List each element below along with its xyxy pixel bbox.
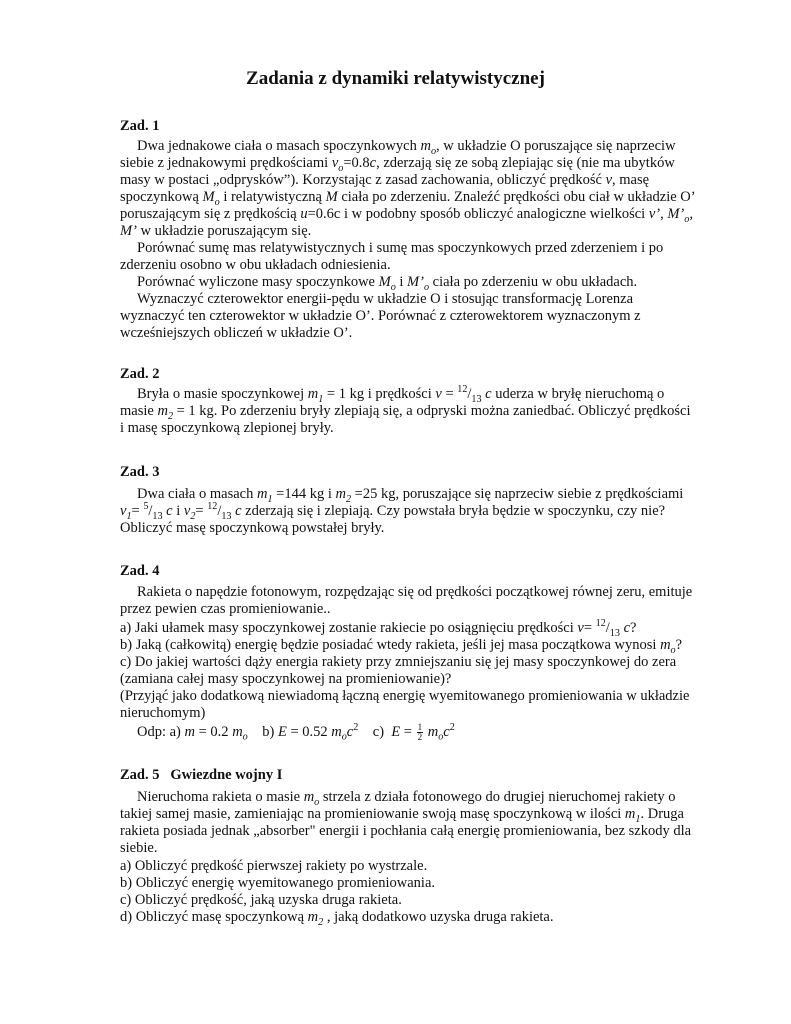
zad1-heading: Zad. 1 <box>120 118 160 134</box>
zad1-paragraph-2: Porównać sumę mas relatywistycznych i sumę mas spoczynkowych przed zderzeniem i po zderzeniu osobno w obu układach odniesienia. <box>120 240 664 273</box>
fraction-one-half: $\frac{1}{2}$ <box>417 722 423 742</box>
zad2-heading: Zad. 2 <box>120 366 160 382</box>
zad1-paragraph-1: Dwa jednakowe ciała o masach spoczynkowych $m_o$, w układzie O poruszające się naprzeciw siebie z jednakowymi prędkościami $v_o=0.8c$, zderzają się ze sobą zlepiając się (nie ma ubytków masy w postaci „odprysków”). Korzystając z zasad zachowania, obliczyć prędkość v, masę spoczynkową $M_o$ i relatywistyczną M ciała po zderzeniu. Znaleźć prędkości obu ciał w układzie O’ poruszającym się z prędkością u=0.6c i w podobny sposób obliczyć analogiczne wielkości v’, $M’_o$, M’ w układzie poruszającym się. <box>120 138 695 239</box>
zad4-paragraph-1: Rakieta o napędzie fotonowym, rozpędzając się od prędkości początkowej równej zeru, emituje przez pewien czas promieniowanie.. <box>120 584 693 617</box>
zad4-item-b: b) Jaką (całkowitą) energię będzie posiadać wtedy rakieta, jeśli jej masa początkowa wynosi $m_o$? <box>120 637 683 656</box>
zad5-item-a: a) Obliczyć prędkość pierwszej rakiety po wystrzale. <box>120 858 428 874</box>
document-title: Zadania z dynamiki relatywistycznej <box>246 68 545 89</box>
zad5-paragraph-1: Nieruchoma rakieta o masie $m_o$ strzela z działa fotonowego do drugiej nieruchomej rakiety o takiej samej masie, zamieniając na promieniowanie swoją masę spoczynkową w ilości $m_1$. Druga rakieta posiada jednak „absorber" energii i pochłania całą energię promieniowania, bez szkody dla siebie. <box>120 789 692 856</box>
zad5-item-b: b) Obliczyć energię wyemitowanego promieniowania. <box>120 875 435 891</box>
zad3-paragraph-1: Dwa ciała o masach $m_1 =144$ kg i $m_2 =25$ kg, poruszające się naprzeciw siebie z prędkościami $v_1= ^5/_{13}$ c i $v_2= ^{12}/_{13}$ c zderzają się i zlepiają. Czy powstała bryła będzie w spoczynku, czy nie? Obliczyć masę spoczynkową powstałej bryły. <box>120 486 684 536</box>
zad5-item-c: c) Obliczyć prędkość, jaką uzyska druga rakieta. <box>120 892 402 908</box>
zad3-heading: Zad. 3 <box>120 464 160 480</box>
zad5-heading: Zad. 5 Gwiezdne wojny I <box>120 767 283 783</box>
zad4-heading: Zad. 4 <box>120 563 160 579</box>
zad1-paragraph-3: Porównać wyliczone masy spoczynkowe $M_o$ i $M’_o$ ciała po zderzeniu w obu układach. <box>137 274 638 293</box>
zad1-paragraph-4: Wyznaczyć czterowektor energii-pędu w układzie O i stosując transformację Lorenza wyznaczyć ten czterowektor w układzie O’. Porównać z czterowektorem wyznaczonym z wcześniejszych obliczeń w układzie O’. <box>120 291 641 341</box>
zad4-item-a: a) Jaki ułamek masy spoczynkowej zostanie rakiecie po osiągnięciu prędkości $v= ^{12}/_{13}$ c? <box>120 618 637 639</box>
zad4-note: (Przyjąć jako dodatkową niewiadomą łączną energię wyemitowanego promieniowania w układzie nieruchomym) <box>120 688 690 721</box>
zad5-item-d: d) Obliczyć masę spoczynkową $m_2$ , jaką dodatkowo uzyska druga rakieta. <box>120 909 554 928</box>
zad2-paragraph-1: Bryła o masie spoczynkowej $m_1 = 1$ kg i prędkości $v = ^{12}/_{13}$ c uderza w bryłę nieruchomą o masie $m_2 = 1$ kg. Po zderzeniu bryły zlepiają się, a odpryski można zaniedbać. Obliczyć prędkości i masę spoczynkową zlepionej bryły. <box>120 384 691 436</box>
zad4-answer: Odp: a) m = 0.2 $m_o$ b) E = 0.52 $m_oc^2$ c) E = $\frac{1}{2}$ $m_oc^2$ <box>137 722 455 743</box>
zad4-item-c: c) Do jakiej wartości dąży energia rakiety przy zmniejszaniu się jej masy spoczynkowej do zera (zamiana całej masy spoczynkowej na promieniowanie)? <box>120 654 677 687</box>
